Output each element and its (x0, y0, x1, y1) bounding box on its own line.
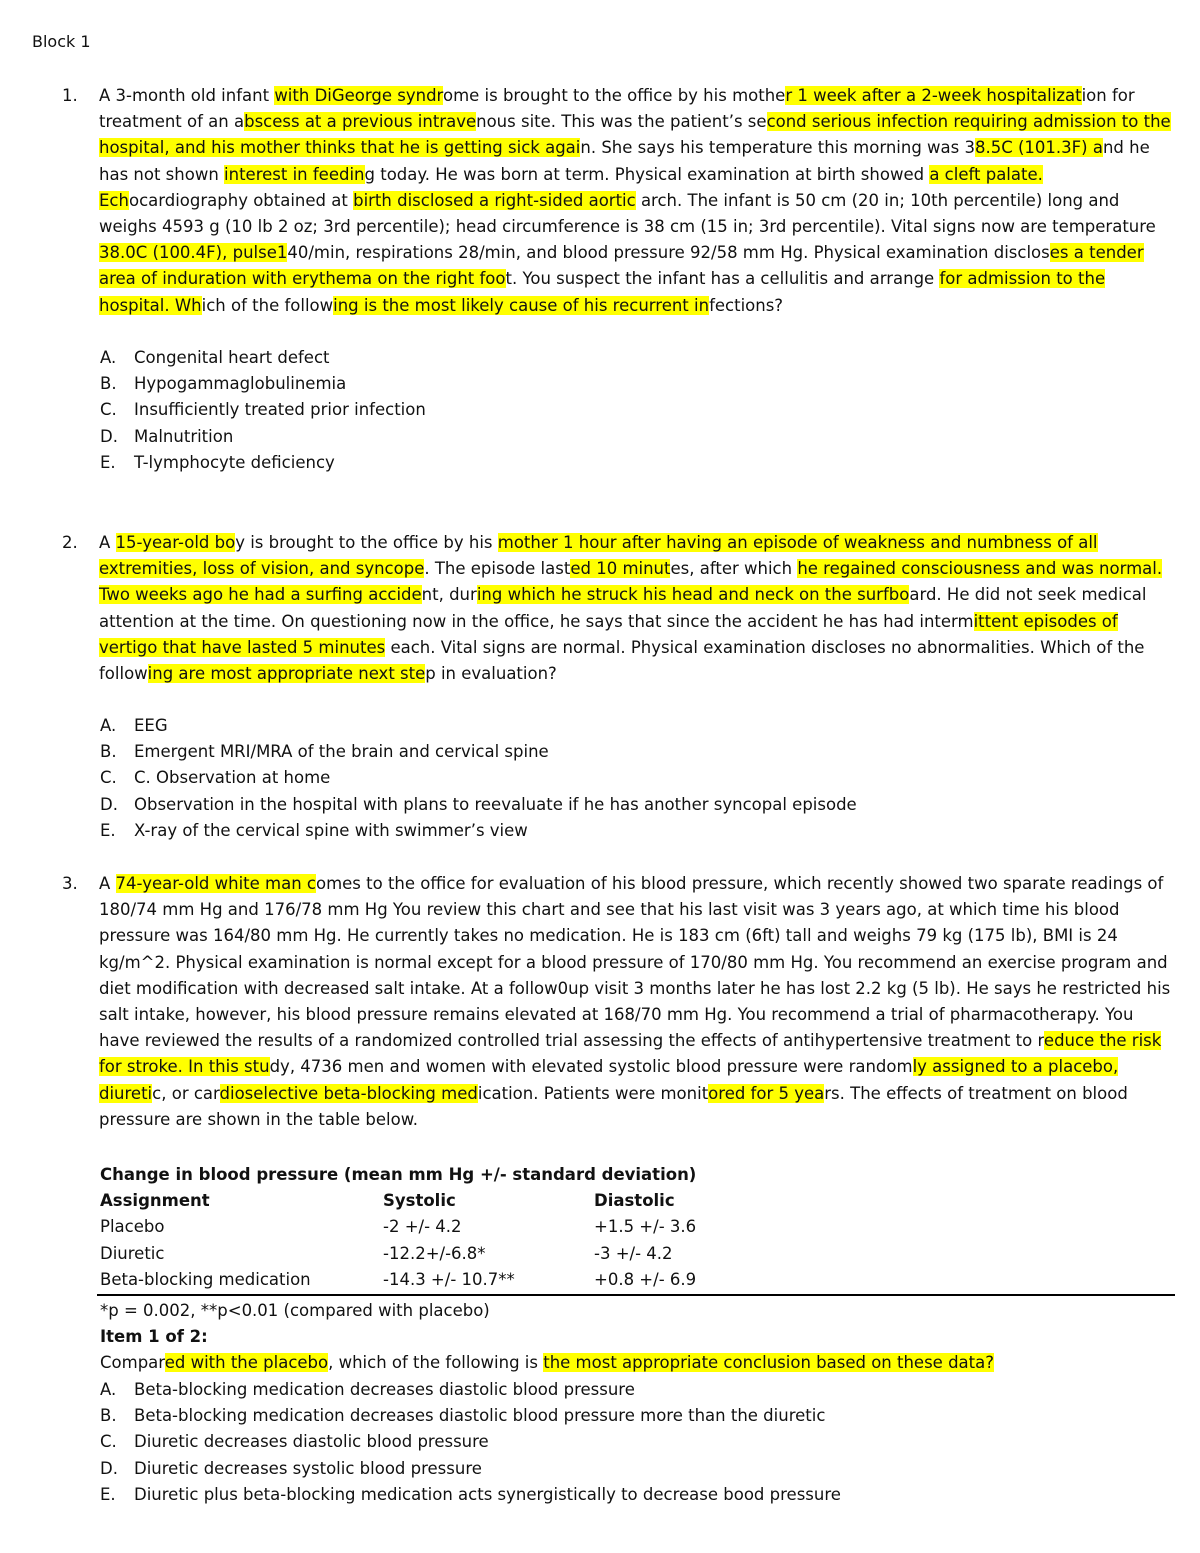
option-text: T-lymphocyte deficiency (134, 452, 335, 472)
answer-option (100, 713, 857, 739)
text-segment: A 3-month old infant (99, 86, 275, 105)
text-segment: ication. Patients were monit (477, 1083, 709, 1103)
option-text: Diuretic decreases diastolic blood pressure (134, 1432, 489, 1452)
table-cell: +1.5 +/- 3.6 (594, 1217, 697, 1237)
highlighted-text: es a tender area of induration with erythema on the right foo (99, 243, 1144, 289)
answer-option (100, 371, 426, 397)
highlighted-text: mother 1 hour after having an episode of weakness and numbness of all extremities, loss of vision, and syncope (99, 533, 1098, 579)
block-title: Block 1 (32, 32, 91, 51)
answer-option (100, 818, 857, 844)
text-segment: omes to the office for evaluation of his blood pressure, which recently showed two sparate readings of 180/74 mm Hg and 176/78 mm Hg You review this chart and see that his last visit was 3 years ago, at which time his blood pressure was 164/80 mm Hg. He currently takes no medication. He is 183 cm (6ft) tall and weighs 79 kg (175 lb), BMI is 24 kg/m^2. Physical examination is normal except for a blood pressure of 170/80 mm Hg. You recommend an exercise program and diet modification with decreased salt intake. At a follow0up visit 3 months later he has lost 2.2 kg (5 lb). He says he restricted his salt intake, however, his blood pressure remains elevated at 168/70 mm Hg. You recommend a trial of pharmacotherapy. You have reviewed the results of a randomized controlled trial assessing the effects of antihypertensive treatment to r (99, 874, 1171, 1051)
table-cell: Beta-blocking medication (100, 1269, 311, 1289)
table-header-row (100, 1188, 696, 1214)
highlighted-text: ed 10 minut (570, 559, 671, 579)
text-segment: rs. The effects of treatment on blood pressure are shown in the table below. (99, 1083, 1128, 1129)
highlighted-text: ittent episodes of vertigo that have lasted 5 minutes (99, 611, 1118, 657)
column-header: Systolic (383, 1191, 456, 1211)
highlighted-text: ored for 5 yea (708, 1083, 825, 1103)
text-segment: y is brought to the office by his (235, 533, 498, 552)
question-number: 2. (62, 533, 78, 552)
option-letter: C. (100, 400, 117, 420)
option-text: Diuretic decreases systolic blood pressure (134, 1458, 482, 1478)
highlighted-text: ing is the most likely cause of his recurrent in (333, 295, 710, 315)
option-letter: D. (100, 426, 118, 446)
highlighted-text: bscess at a previous intrave (244, 112, 477, 132)
option-text: C. Observation at home (134, 768, 331, 788)
option-text: X-ray of the cervical spine with swimmer’s view (134, 820, 528, 840)
text-segment: nd he has not shown (99, 138, 1150, 184)
option-text: EEG (134, 716, 168, 735)
answer-options-2 (100, 713, 857, 844)
option-text: Malnutrition (134, 426, 234, 446)
bp-table (100, 1188, 696, 1293)
question-1 (62, 83, 1172, 319)
text-segment: t. You suspect the infant has a cellulitis and arrange (505, 269, 940, 289)
option-letter: E. (100, 820, 116, 840)
text-segment: dy, 4736 men and women with elevated systolic blood pressure were random (269, 1057, 913, 1077)
answer-options-3 (100, 1377, 841, 1508)
item-question (100, 1350, 1175, 1376)
text-segment: each. Vital signs are normal. Physical examination discloses no abnormalities. Which of the follow (99, 637, 1145, 684)
option-text: Insufficiently treated prior infection (134, 400, 426, 420)
answer-option (100, 1482, 841, 1508)
answer-option (100, 397, 426, 423)
option-letter: E. (100, 1484, 116, 1504)
highlighted-text: birth disclosed a right-sided aortic (353, 190, 636, 210)
highlighted-text: 74-year-old white man c (115, 874, 316, 893)
answer-option (100, 1456, 841, 1482)
answer-option (100, 1429, 841, 1455)
highlighted-text: interest in feedin (224, 164, 365, 184)
highlighted-text: for admission to the hospital. Wh (99, 269, 1106, 315)
text-segment: p in evaluation? (425, 664, 557, 684)
table-cell: -14.3 +/- 10.7** (383, 1269, 515, 1289)
highlighted-text: with DiGeorge syndr (274, 86, 443, 105)
text-segment: g today. He was born at term. Physical examination at birth showed (364, 164, 930, 184)
table-cell: Diuretic (100, 1243, 165, 1263)
table-rule (97, 1294, 1175, 1296)
text-segment: . The episode last (424, 559, 571, 579)
table-footnote: *p = 0.002, **p<0.01 (compared with placebo) (100, 1301, 490, 1320)
column-header: Diastolic (594, 1191, 675, 1211)
highlighted-text: ly assigned to a placebo, diureti (99, 1057, 1119, 1103)
bp-table-section (100, 1162, 1175, 1293)
table-caption: Change in blood pressure (mean mm Hg +/- standard deviation) (100, 1165, 697, 1184)
item-section (100, 1298, 1175, 1377)
text-segment: fections? (709, 295, 784, 315)
highlighted-text: cond serious infection requiring admission to the hospital, and his mother thinks that he is getting sick agai (99, 112, 1171, 158)
option-text: Diuretic plus beta-blocking medication acts synergistically to decrease bood pressure (134, 1484, 841, 1504)
answer-option (100, 1377, 841, 1403)
option-text: Observation in the hospital with plans to reevaluate if he has another syncopal episode (134, 794, 857, 814)
question-number: 1. (62, 86, 78, 105)
table-cell: Placebo (100, 1217, 165, 1237)
question-number: 3. (62, 874, 78, 893)
item-label: Item 1 of 2: (100, 1327, 208, 1347)
text-segment: c, or car (152, 1083, 220, 1103)
highlighted-text: ing are most appropriate next ste (147, 664, 426, 684)
question-2 (62, 530, 1172, 687)
text-segment: nous site. This was the patient’s se (476, 112, 767, 132)
option-letter: D. (100, 794, 118, 814)
table-row (100, 1214, 696, 1240)
question-stem (99, 871, 1172, 1133)
question-3 (62, 871, 1172, 1133)
text-segment: ome is brought to the office by his mothe (442, 86, 786, 105)
option-letter: A. (100, 716, 117, 735)
highlighted-text: ing which he struck his head and neck on the surfbo (476, 585, 910, 605)
highlighted-text: educe the risk for stroke. In this stu (99, 1031, 1162, 1077)
table-row (100, 1241, 696, 1267)
text-segment: A (99, 874, 116, 893)
column-header: Assignment (100, 1191, 210, 1211)
question-stem (99, 530, 1172, 687)
table-row (100, 1267, 696, 1293)
highlighted-text: 38.0C (100.4F), pulse1 (99, 243, 288, 263)
option-letter: B. (100, 1406, 117, 1426)
answer-options-1 (100, 345, 426, 476)
table-cell: +0.8 +/- 6.9 (594, 1269, 697, 1289)
answer-option (100, 424, 426, 450)
answer-option (100, 765, 857, 791)
answer-option (100, 345, 426, 371)
highlighted-text: 8.5C (101.3F) a (974, 138, 1103, 158)
option-text: Beta-blocking medication decreases diastolic blood pressure more than the diuretic (134, 1406, 826, 1426)
table-cell: -3 +/- 4.2 (594, 1243, 673, 1263)
answer-option (100, 739, 857, 765)
option-letter: D. (100, 1458, 118, 1478)
highlighted-text: the most appropriate conclusion based on these data? (543, 1353, 994, 1373)
option-letter: B. (100, 742, 117, 762)
highlighted-text: a cleft palate. Ech (99, 164, 1043, 210)
option-letter: A. (100, 1380, 117, 1399)
option-text: Congenital heart defect (134, 348, 330, 367)
option-letter: E. (100, 452, 116, 472)
text-segment: n. She says his temperature this morning was 3 (580, 138, 975, 158)
highlighted-text: r 1 week after a 2-week hospitalizat (785, 86, 1082, 105)
text-segment: ard. He did not seek medical attention at the time. On questioning now in the office, he says that since the accident he has had interm (99, 585, 1147, 631)
text-segment: 40/min, respirations 28/min, and blood pressure 92/58 mm Hg. Physical examination disclos (287, 243, 1050, 263)
option-letter: B. (100, 374, 117, 394)
option-letter: C. (100, 768, 117, 788)
answer-option (100, 792, 857, 818)
highlighted-text: 15-year-old bo (115, 533, 236, 552)
option-text: Beta-blocking medication decreases diastolic blood pressure (134, 1380, 635, 1399)
option-text: Hypogammaglobulinemia (134, 374, 347, 394)
option-letter: A. (100, 348, 117, 367)
text-segment: es, after which (670, 559, 798, 579)
table-cell: -2 +/- 4.2 (383, 1217, 462, 1237)
question-stem (99, 83, 1172, 319)
text-segment: Compar (100, 1353, 165, 1373)
option-text: Emergent MRI/MRA of the brain and cervical spine (134, 742, 549, 762)
text-segment: nt, dur (421, 585, 477, 605)
answer-option (100, 1403, 841, 1429)
text-segment: ocardiography obtained at (128, 190, 354, 210)
highlighted-text: dioselective beta-blocking med (219, 1083, 478, 1103)
text-segment: ich of the follow (201, 295, 334, 315)
text-segment: arch. The infant is 50 cm (20 in; 10th percentile) long and weighs 4593 g (10 lb 2 oz; 3rd percentile); head circumference is 38 cm (15 in; 3rd percentile). Vital signs now are temperature (99, 190, 1156, 237)
highlighted-text: ed with the placebo (164, 1353, 329, 1373)
option-letter: C. (100, 1432, 117, 1452)
text-segment: A (99, 533, 116, 552)
highlighted-text: he regained consciousness and was normal. Two weeks ago he had a surfing accide (99, 559, 1163, 605)
text-segment: , which of the following is (328, 1353, 544, 1373)
answer-option (100, 450, 426, 476)
text-segment: ion for treatment of an a (99, 86, 1135, 132)
table-cell: -12.2+/-6.8* (383, 1243, 486, 1263)
